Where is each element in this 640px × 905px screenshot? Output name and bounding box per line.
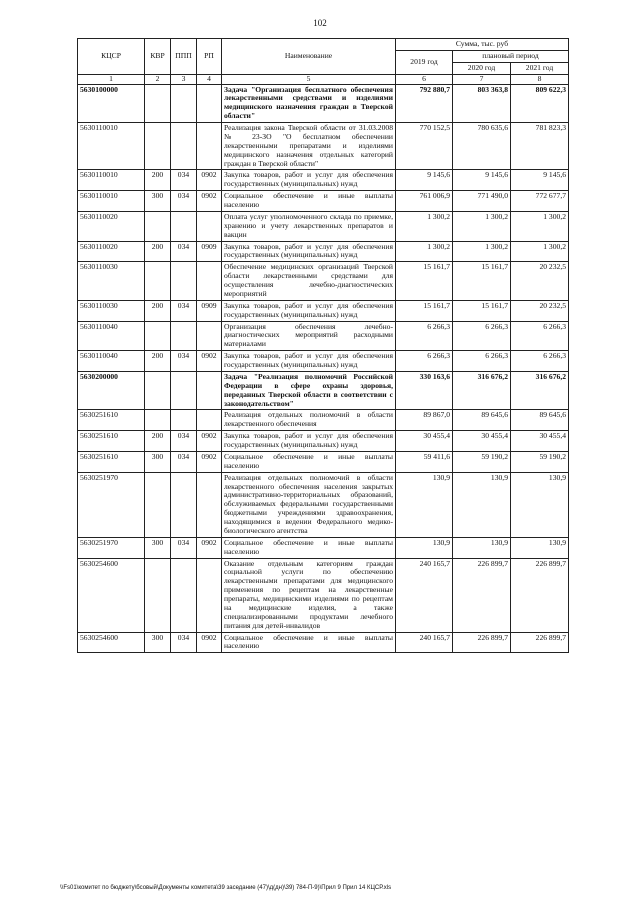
value-2019: 130,9 [396, 472, 453, 537]
kcsr-cell: 5630110030 [78, 300, 145, 321]
value-2021: 226 899,7 [511, 632, 569, 653]
rp-cell: 0902 [197, 451, 222, 472]
value-2020: 30 455,4 [453, 431, 511, 452]
kcsr-cell: 5630251970 [78, 537, 145, 558]
name-cell: Закупка товаров, работ и услуг для обеспечения государственных (муниципальных) нужд [222, 300, 396, 321]
kvr-cell [145, 262, 171, 301]
kvr-cell [145, 321, 171, 351]
table-row [78, 321, 569, 351]
table-row [78, 123, 569, 170]
ppp-cell [171, 123, 197, 170]
value-2021: 1 300,2 [511, 241, 569, 262]
ppp-cell [171, 410, 197, 431]
kvr-cell: 300 [145, 191, 171, 212]
column-number-row [78, 74, 569, 84]
header-2021: 2021 год [511, 62, 569, 74]
kvr-cell: 200 [145, 300, 171, 321]
name-cell: Задача "Организация бесплатного обеспечения лекарственными средствами и изделиями медицинского назначения граждан в Тверской области" [222, 84, 396, 123]
value-2019: 240 165,7 [396, 632, 453, 653]
rp-cell [197, 371, 222, 410]
kcsr-cell: 5630110010 [78, 191, 145, 212]
value-2020: 130,9 [453, 472, 511, 537]
value-2019: 1 300,2 [396, 241, 453, 262]
rp-cell [197, 123, 222, 170]
value-2020: 89 645,6 [453, 410, 511, 431]
kvr-cell: 300 [145, 632, 171, 653]
header-2019: 2019 год [396, 50, 453, 74]
rp-cell [197, 472, 222, 537]
kcsr-cell: 5630110020 [78, 241, 145, 262]
table-row [78, 211, 569, 241]
kcsr-cell: 5630251970 [78, 472, 145, 537]
value-2019: 15 161,7 [396, 300, 453, 321]
table-row [78, 300, 569, 321]
rp-cell: 0902 [197, 170, 222, 191]
ppp-cell [171, 321, 197, 351]
value-2021: 6 266,3 [511, 351, 569, 372]
name-cell: Обеспечение медицинских организаций Тверской области лекарственными средствами для осуществления лечебно-диагностических мероприятий [222, 262, 396, 301]
kcsr-cell: 5630254600 [78, 632, 145, 653]
table-body [78, 84, 569, 653]
value-2019: 330 163,6 [396, 371, 453, 410]
ppp-cell: 034 [171, 191, 197, 212]
value-2020: 780 635,6 [453, 123, 511, 170]
page-number: 102 [313, 18, 327, 28]
table-row [78, 371, 569, 410]
kcsr-cell: 5630110030 [78, 262, 145, 301]
ppp-cell [171, 211, 197, 241]
kvr-cell [145, 558, 171, 632]
value-2021: 20 232,5 [511, 262, 569, 301]
table-row [78, 351, 569, 372]
name-cell: Организация обеспечения лечебно-диагностических мероприятий расходными материалами [222, 321, 396, 351]
kvr-cell [145, 371, 171, 410]
rp-cell: 0902 [197, 537, 222, 558]
ppp-cell [171, 558, 197, 632]
rp-cell [197, 558, 222, 632]
value-2019: 761 006,9 [396, 191, 453, 212]
value-2020: 803 363,8 [453, 84, 511, 123]
value-2020: 6 266,3 [453, 321, 511, 351]
table-row [78, 451, 569, 472]
kcsr-cell: 5630110040 [78, 321, 145, 351]
name-cell: Социальное обеспечение и иные выплаты населению [222, 537, 396, 558]
name-cell: Закупка товаров, работ и услуг для обеспечения государственных (муниципальных) нужд [222, 431, 396, 452]
ppp-cell: 034 [171, 300, 197, 321]
header-2020: 2020 год [453, 62, 511, 74]
value-2021: 772 677,7 [511, 191, 569, 212]
table-row [78, 170, 569, 191]
rp-cell: 0909 [197, 300, 222, 321]
value-2021: 1 300,2 [511, 211, 569, 241]
table-row [78, 431, 569, 452]
col-number: 3 [171, 74, 197, 84]
name-cell: Социальное обеспечение и иные выплаты населению [222, 191, 396, 212]
col-number: 2 [145, 74, 171, 84]
value-2020: 771 490,0 [453, 191, 511, 212]
value-2021: 30 455,4 [511, 431, 569, 452]
ppp-cell [171, 371, 197, 410]
value-2019: 15 161,7 [396, 262, 453, 301]
value-2020: 1 300,2 [453, 241, 511, 262]
ppp-cell: 034 [171, 632, 197, 653]
name-cell: Закупка товаров, работ и услуг для обеспечения государственных (муниципальных) нужд [222, 351, 396, 372]
kvr-cell: 200 [145, 431, 171, 452]
header-ppp: ППП [171, 39, 197, 75]
kcsr-cell: 5630110040 [78, 351, 145, 372]
kcsr-cell: 5630200000 [78, 371, 145, 410]
name-cell: Реализация закона Тверской области от 31.03.2008 № 23-ЗО "О бесплатном обеспечении лекарственными препаратами и изделиями медицинского назначения отдельных категорий граждан в Тверской области" [222, 123, 396, 170]
header-kcsr: КЦСР [78, 39, 145, 75]
table-row [78, 84, 569, 123]
rp-cell: 0902 [197, 191, 222, 212]
ppp-cell: 034 [171, 351, 197, 372]
value-2019: 6 266,3 [396, 351, 453, 372]
kcsr-cell: 5630110010 [78, 123, 145, 170]
name-cell: Социальное обеспечение и иные выплаты населению [222, 451, 396, 472]
table-row [78, 537, 569, 558]
name-cell: Оплата услуг уполномоченного склада по приемке, хранению и учету лекарственных препаратов и вакцин [222, 211, 396, 241]
col-number: 4 [197, 74, 222, 84]
name-cell: Социальное обеспечение и иные выплаты населению [222, 632, 396, 653]
value-2020: 15 161,7 [453, 300, 511, 321]
name-cell: Реализация отдельных полномочий в области лекарственного обеспечения [222, 410, 396, 431]
value-2020: 316 676,2 [453, 371, 511, 410]
rp-cell [197, 211, 222, 241]
table-row [78, 472, 569, 537]
header-name: Наименование [222, 39, 396, 75]
kvr-cell: 200 [145, 241, 171, 262]
value-2019: 1 300,2 [396, 211, 453, 241]
table-row [78, 410, 569, 431]
kvr-cell [145, 123, 171, 170]
header-kvr: КВР [145, 39, 171, 75]
budget-table [77, 38, 569, 653]
kcsr-cell: 5630251610 [78, 410, 145, 431]
ppp-cell: 034 [171, 170, 197, 191]
value-2021: 6 266,3 [511, 321, 569, 351]
ppp-cell: 034 [171, 451, 197, 472]
col-number: 1 [78, 74, 145, 84]
table-row [78, 632, 569, 653]
value-2021: 59 190,2 [511, 451, 569, 472]
value-2019: 770 152,5 [396, 123, 453, 170]
rp-cell: 0902 [197, 632, 222, 653]
kvr-cell [145, 472, 171, 537]
table-row [78, 558, 569, 632]
header-rp: РП [197, 39, 222, 75]
kcsr-cell: 5630110010 [78, 170, 145, 191]
value-2021: 316 676,2 [511, 371, 569, 410]
col-number: 6 [396, 74, 453, 84]
kcsr-cell: 5630251610 [78, 431, 145, 452]
kvr-cell: 200 [145, 351, 171, 372]
value-2019: 59 411,6 [396, 451, 453, 472]
value-2019: 792 880,7 [396, 84, 453, 123]
kcsr-cell: 5630251610 [78, 451, 145, 472]
value-2021: 130,9 [511, 472, 569, 537]
value-2021: 130,9 [511, 537, 569, 558]
kvr-cell [145, 84, 171, 123]
value-2021: 809 622,3 [511, 84, 569, 123]
name-cell: Задача "Реализация полномочий Российской Федерации в сфере охраны здоровья, переданных Тверской области в соответствии с законодательством" [222, 371, 396, 410]
col-number: 7 [453, 74, 511, 84]
value-2020: 1 300,2 [453, 211, 511, 241]
value-2020: 226 899,7 [453, 558, 511, 632]
kvr-cell: 200 [145, 170, 171, 191]
ppp-cell [171, 84, 197, 123]
value-2021: 226 899,7 [511, 558, 569, 632]
value-2020: 130,9 [453, 537, 511, 558]
name-cell: Закупка товаров, работ и услуг для обеспечения государственных (муниципальных) нужд [222, 241, 396, 262]
rp-cell [197, 262, 222, 301]
rp-cell [197, 410, 222, 431]
file-path-footer: \\Fs01\комитет по бюджету\бсовый\Документы комитета\39 заседание (47)\д(дн)\39) 784-П-9)\Прил 9 Прил 14 КЦСР.xls [60, 885, 392, 891]
ppp-cell [171, 262, 197, 301]
value-2021: 9 145,6 [511, 170, 569, 191]
rp-cell: 0909 [197, 241, 222, 262]
name-cell: Реализация отдельных полномочий в области лекарственного обеспечения населения закрытых административно-территориальных образований, обслуживаемых федеральными государственными бюджетными учреждениями здравоохранения, находящимися в ведении Федерального медико-биологического агентства [222, 472, 396, 537]
col-number: 5 [222, 74, 396, 84]
rp-cell [197, 321, 222, 351]
value-2021: 781 823,3 [511, 123, 569, 170]
value-2019: 130,9 [396, 537, 453, 558]
ppp-cell: 034 [171, 537, 197, 558]
value-2019: 6 266,3 [396, 321, 453, 351]
header-plan-period: плановый период [453, 50, 569, 62]
table-row [78, 262, 569, 301]
table-row [78, 241, 569, 262]
kcsr-cell: 5630100000 [78, 84, 145, 123]
table-row [78, 191, 569, 212]
ppp-cell [171, 472, 197, 537]
value-2020: 6 266,3 [453, 351, 511, 372]
value-2019: 9 145,6 [396, 170, 453, 191]
value-2021: 20 232,5 [511, 300, 569, 321]
rp-cell: 0902 [197, 351, 222, 372]
value-2019: 30 455,4 [396, 431, 453, 452]
value-2021: 89 645,6 [511, 410, 569, 431]
kcsr-cell: 5630254600 [78, 558, 145, 632]
name-cell: Закупка товаров, работ и услуг для обеспечения государственных (муниципальных) нужд [222, 170, 396, 191]
value-2020: 226 899,7 [453, 632, 511, 653]
rp-cell [197, 84, 222, 123]
name-cell: Оказание отдельным категориям граждан социальной услуги по обеспечению лекарственными препаратами для медицинского применения по рецептам на лекарственные препараты, медицинскими изделиями по рецептам на медицинские изделия, а также специализированными продуктами лечебного питания для детей-инвалидов [222, 558, 396, 632]
kcsr-cell: 5630110020 [78, 211, 145, 241]
value-2020: 9 145,6 [453, 170, 511, 191]
ppp-cell: 034 [171, 431, 197, 452]
value-2019: 240 165,7 [396, 558, 453, 632]
header-sum: Сумма, тыс. руб [396, 39, 569, 51]
rp-cell: 0902 [197, 431, 222, 452]
kvr-cell [145, 211, 171, 241]
value-2020: 15 161,7 [453, 262, 511, 301]
col-number: 8 [511, 74, 569, 84]
value-2020: 59 190,2 [453, 451, 511, 472]
value-2019: 89 867,0 [396, 410, 453, 431]
kvr-cell: 300 [145, 537, 171, 558]
kvr-cell: 300 [145, 451, 171, 472]
ppp-cell: 034 [171, 241, 197, 262]
kvr-cell [145, 410, 171, 431]
